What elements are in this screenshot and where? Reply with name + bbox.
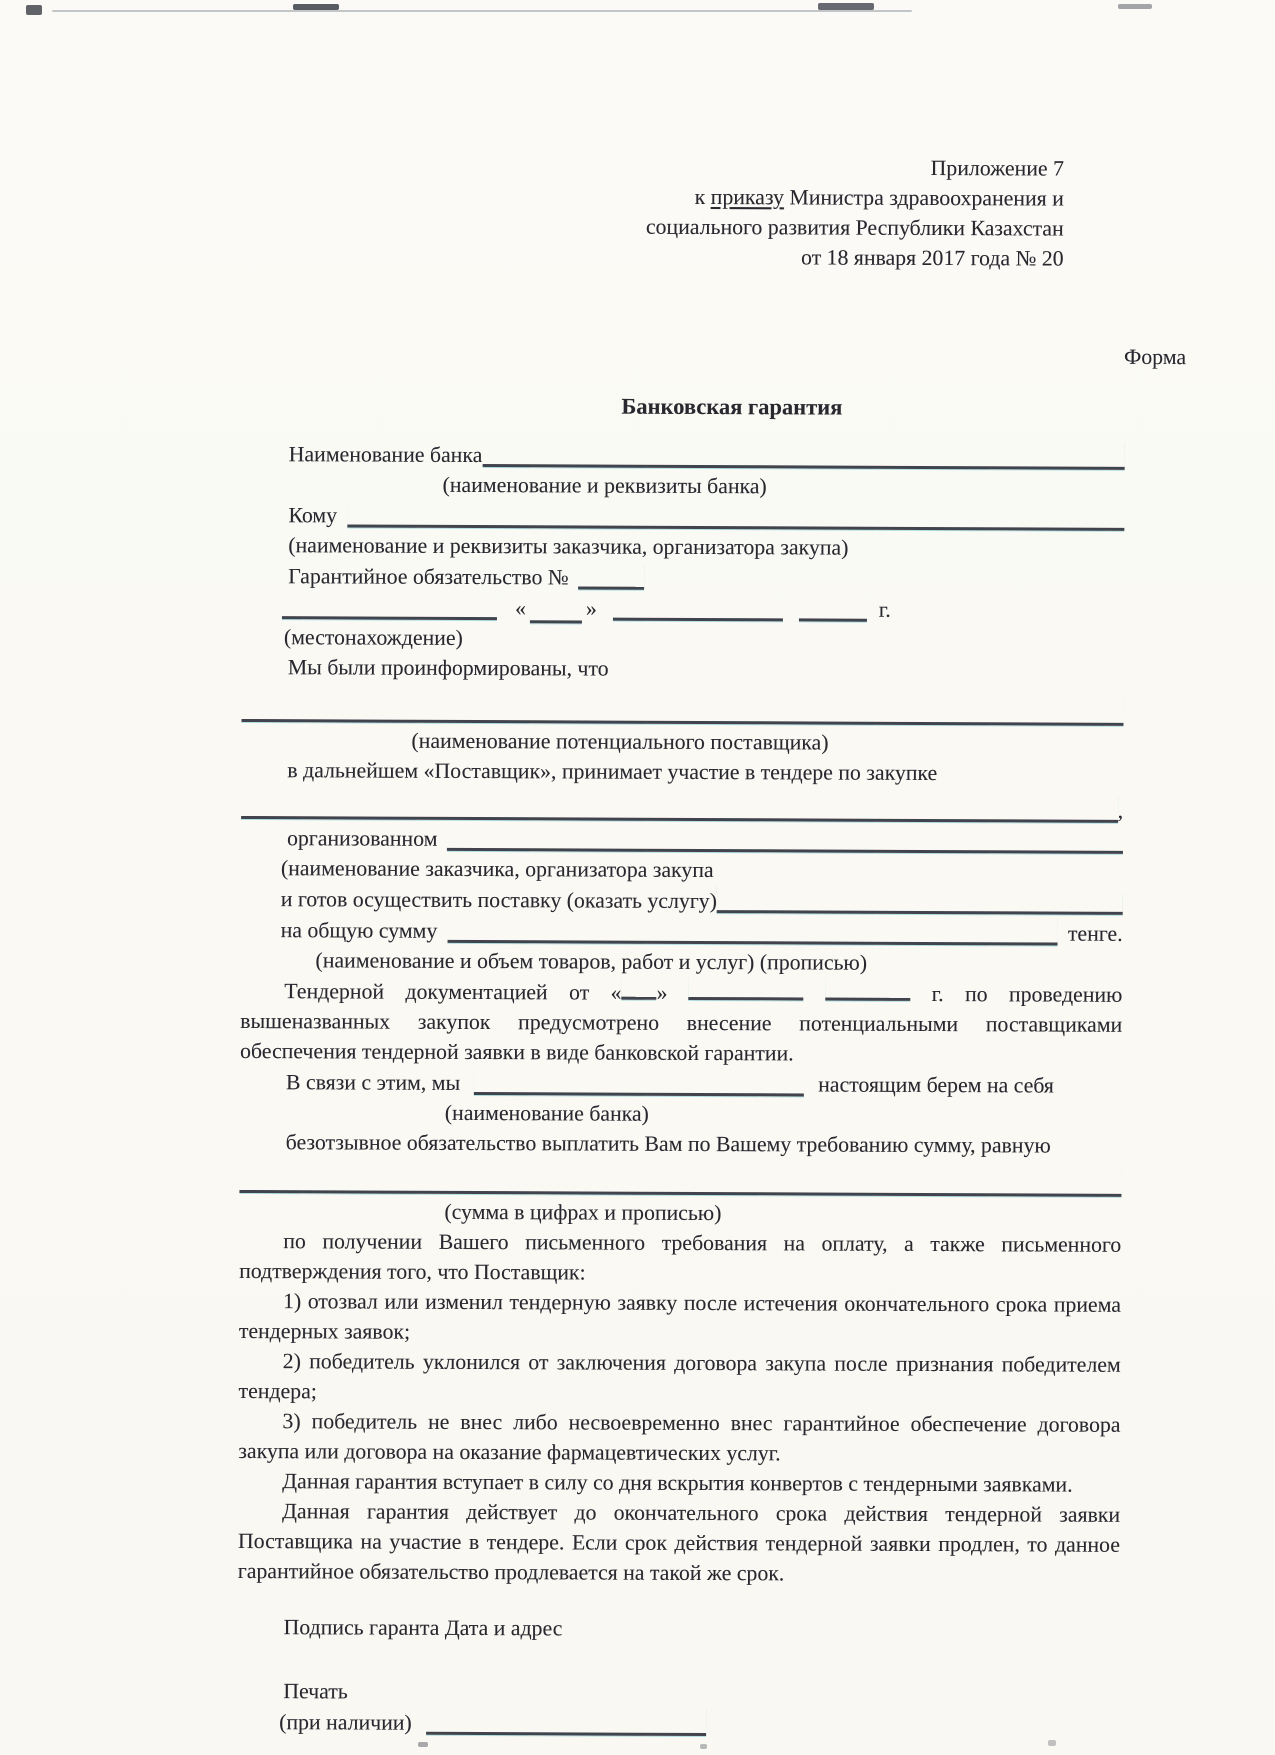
tender-doc-paragraph — [240, 975, 1122, 1070]
header-order-suffix: Министра здравоохранения и — [783, 185, 1064, 211]
supply-fill-line — [717, 885, 1123, 915]
header-line-appendix: Приложение 7 — [930, 155, 1064, 181]
total-sum-label: на общую сумму — [280, 918, 438, 943]
informed-line: Мы были проинформированы, что — [287, 655, 609, 681]
condition-item-1: 1) отозвал или изменил тендерную заявку после истечения окончательного срока приема тендерных заявок; — [238, 1289, 1122, 1344]
upon-receipt-paragraph: по получении Вашего письменного требования на оплату, а также письменного подтверждения того, что Поставщик: — [239, 1229, 1122, 1285]
bank-name-fill-line — [482, 439, 1125, 470]
condition-item-2: 2) победитель уклонился от заключения договора закупа после признания победителем тендера; — [238, 1349, 1121, 1404]
tender-subject-fill-line — [241, 791, 1118, 823]
open-quote: « — [514, 596, 526, 621]
scan-artifact — [1048, 1740, 1056, 1746]
validity-paragraph-2: Данная гарантия действует до окончательного срока действия тендерной заявки Поставщика на участие в тендере. Если срок действия тендерной заявки продлен, то данное гарантийное обязательство продлевается на такой же срок. — [237, 1499, 1121, 1586]
scan-artifact — [293, 4, 339, 10]
guarantor-bank-fill-line — [474, 1067, 804, 1096]
organized-row — [287, 822, 1123, 857]
guarantee-number-fill-line — [579, 561, 645, 589]
header-line-order — [244, 180, 1064, 214]
close-quote: » — [585, 596, 597, 621]
header-order-underlined-word: приказу — [710, 185, 784, 210]
place-date-row — [282, 591, 1124, 626]
document-content — [237, 150, 1187, 1741]
organized-fill-line — [447, 823, 1123, 854]
year-abbr-label: г. — [878, 597, 891, 622]
bank-name-label: Наименование банка — [288, 442, 483, 468]
form-type-label: Форма — [1124, 344, 1187, 370]
scan-artifact — [700, 1744, 707, 1749]
tender-day-fill-line — [621, 977, 656, 1000]
supply-row — [281, 883, 1123, 918]
tenge-label: тенге. — [1067, 921, 1123, 946]
seal-caption-row — [279, 1706, 1119, 1741]
supply-line-label: и готов осуществить поставку (оказать услугу) — [280, 887, 717, 914]
form-body — [237, 438, 1125, 1741]
in-connection-suffix: настоящим берем на себя — [818, 1072, 1054, 1098]
document-title: Банковская гарантия — [621, 393, 843, 420]
supplier-line: в дальнейшем «Поставщик», принимает участие в тендере по закупке — [287, 758, 938, 786]
total-sum-row — [281, 914, 1123, 949]
irrevocable-line: безотзывное обязательство выплатить Вам по Вашему требованию сумму, равную — [285, 1130, 1051, 1158]
supplier-name-fill-line — [242, 694, 1124, 726]
guarantee-number-label: Гарантийное обязательство № — [288, 564, 569, 590]
bank-requisites-caption: (наименование и реквизиты банка) — [442, 472, 767, 499]
tender-subject-fill-row — [241, 791, 1123, 826]
in-connection-prefix: В связи с этим, мы — [285, 1070, 461, 1095]
year-fill-line — [799, 593, 867, 621]
scan-artifact — [1118, 4, 1152, 9]
seal-caption: (при наличии) — [279, 1710, 412, 1735]
tender-month-fill-line — [689, 977, 804, 1001]
header-order-prefix: к — [694, 184, 711, 210]
customer-requisites-caption: (наименование и реквизиты заказчика, организатора закупа) — [288, 533, 849, 560]
open-quote: « — [610, 980, 622, 1005]
condition-item-3: 3) победитель не внес либо несвоевременно внес гарантийное обеспечение договора закупа или договора на оказание фармацевтических услуг. — [238, 1409, 1121, 1466]
signature-line: Подпись гаранта Дата и адрес — [283, 1615, 563, 1641]
month-fill-line — [613, 593, 783, 622]
document-header — [243, 150, 1064, 274]
organized-label: организованном — [286, 826, 438, 851]
sum-caption: (сумма в цифрах и прописью) — [444, 1199, 722, 1226]
tender-year-fill-line — [825, 978, 910, 1001]
trailing-comma: , — [1117, 798, 1124, 823]
supplier-name-fill-row — [241, 694, 1123, 729]
validity-paragraph-1: Данная гарантия вступает в силу со дня вскрытия конвертов с тендерными заявками. — [282, 1469, 1073, 1497]
sum-fill-line — [239, 1165, 1121, 1197]
scan-artifact — [418, 1742, 428, 1747]
potential-supplier-caption: (наименование потенциального поставщика) — [411, 728, 829, 755]
to-whom-fill-line — [347, 499, 1124, 530]
tender-doc-prefix: Тендерной документацией от — [284, 979, 590, 1005]
to-whom-label: Кому — [288, 503, 338, 528]
sum-fill-row — [239, 1165, 1121, 1200]
close-quote: » — [656, 980, 668, 1005]
place-fill-line — [282, 591, 497, 620]
to-whom-row — [288, 499, 1124, 534]
bank-name-row — [289, 438, 1125, 473]
seal-fill-line — [426, 1707, 706, 1736]
scan-artifact — [818, 3, 874, 10]
goods-caption: (наименование и объем товаров, работ и услуг) (прописью) — [315, 948, 868, 975]
in-connection-row — [286, 1066, 1122, 1101]
bank-name-caption: (наименование банка) — [444, 1100, 649, 1126]
seal-label: Печать — [283, 1679, 348, 1704]
day-fill-line — [530, 595, 582, 623]
header-line-date: от 18 января 2017 года № 20 — [800, 245, 1064, 271]
location-caption: (местонахождение) — [283, 625, 463, 650]
header-line-ministry: социального развития Республики Казахстан — [645, 214, 1064, 241]
tender-doc-suffix: г. по проведению вышеназванных закупок предусмотрено внесение потенциальными поставщиками обеспечения тендерной заявки в виде банковской гарантии. — [240, 982, 1123, 1066]
scan-artifact — [52, 10, 912, 12]
total-sum-fill-line — [447, 915, 1058, 946]
scan-artifact — [26, 5, 42, 15]
organizer-caption: (наименование заказчика, организатора закупа — [280, 856, 714, 883]
guarantee-number-row — [288, 560, 1124, 595]
